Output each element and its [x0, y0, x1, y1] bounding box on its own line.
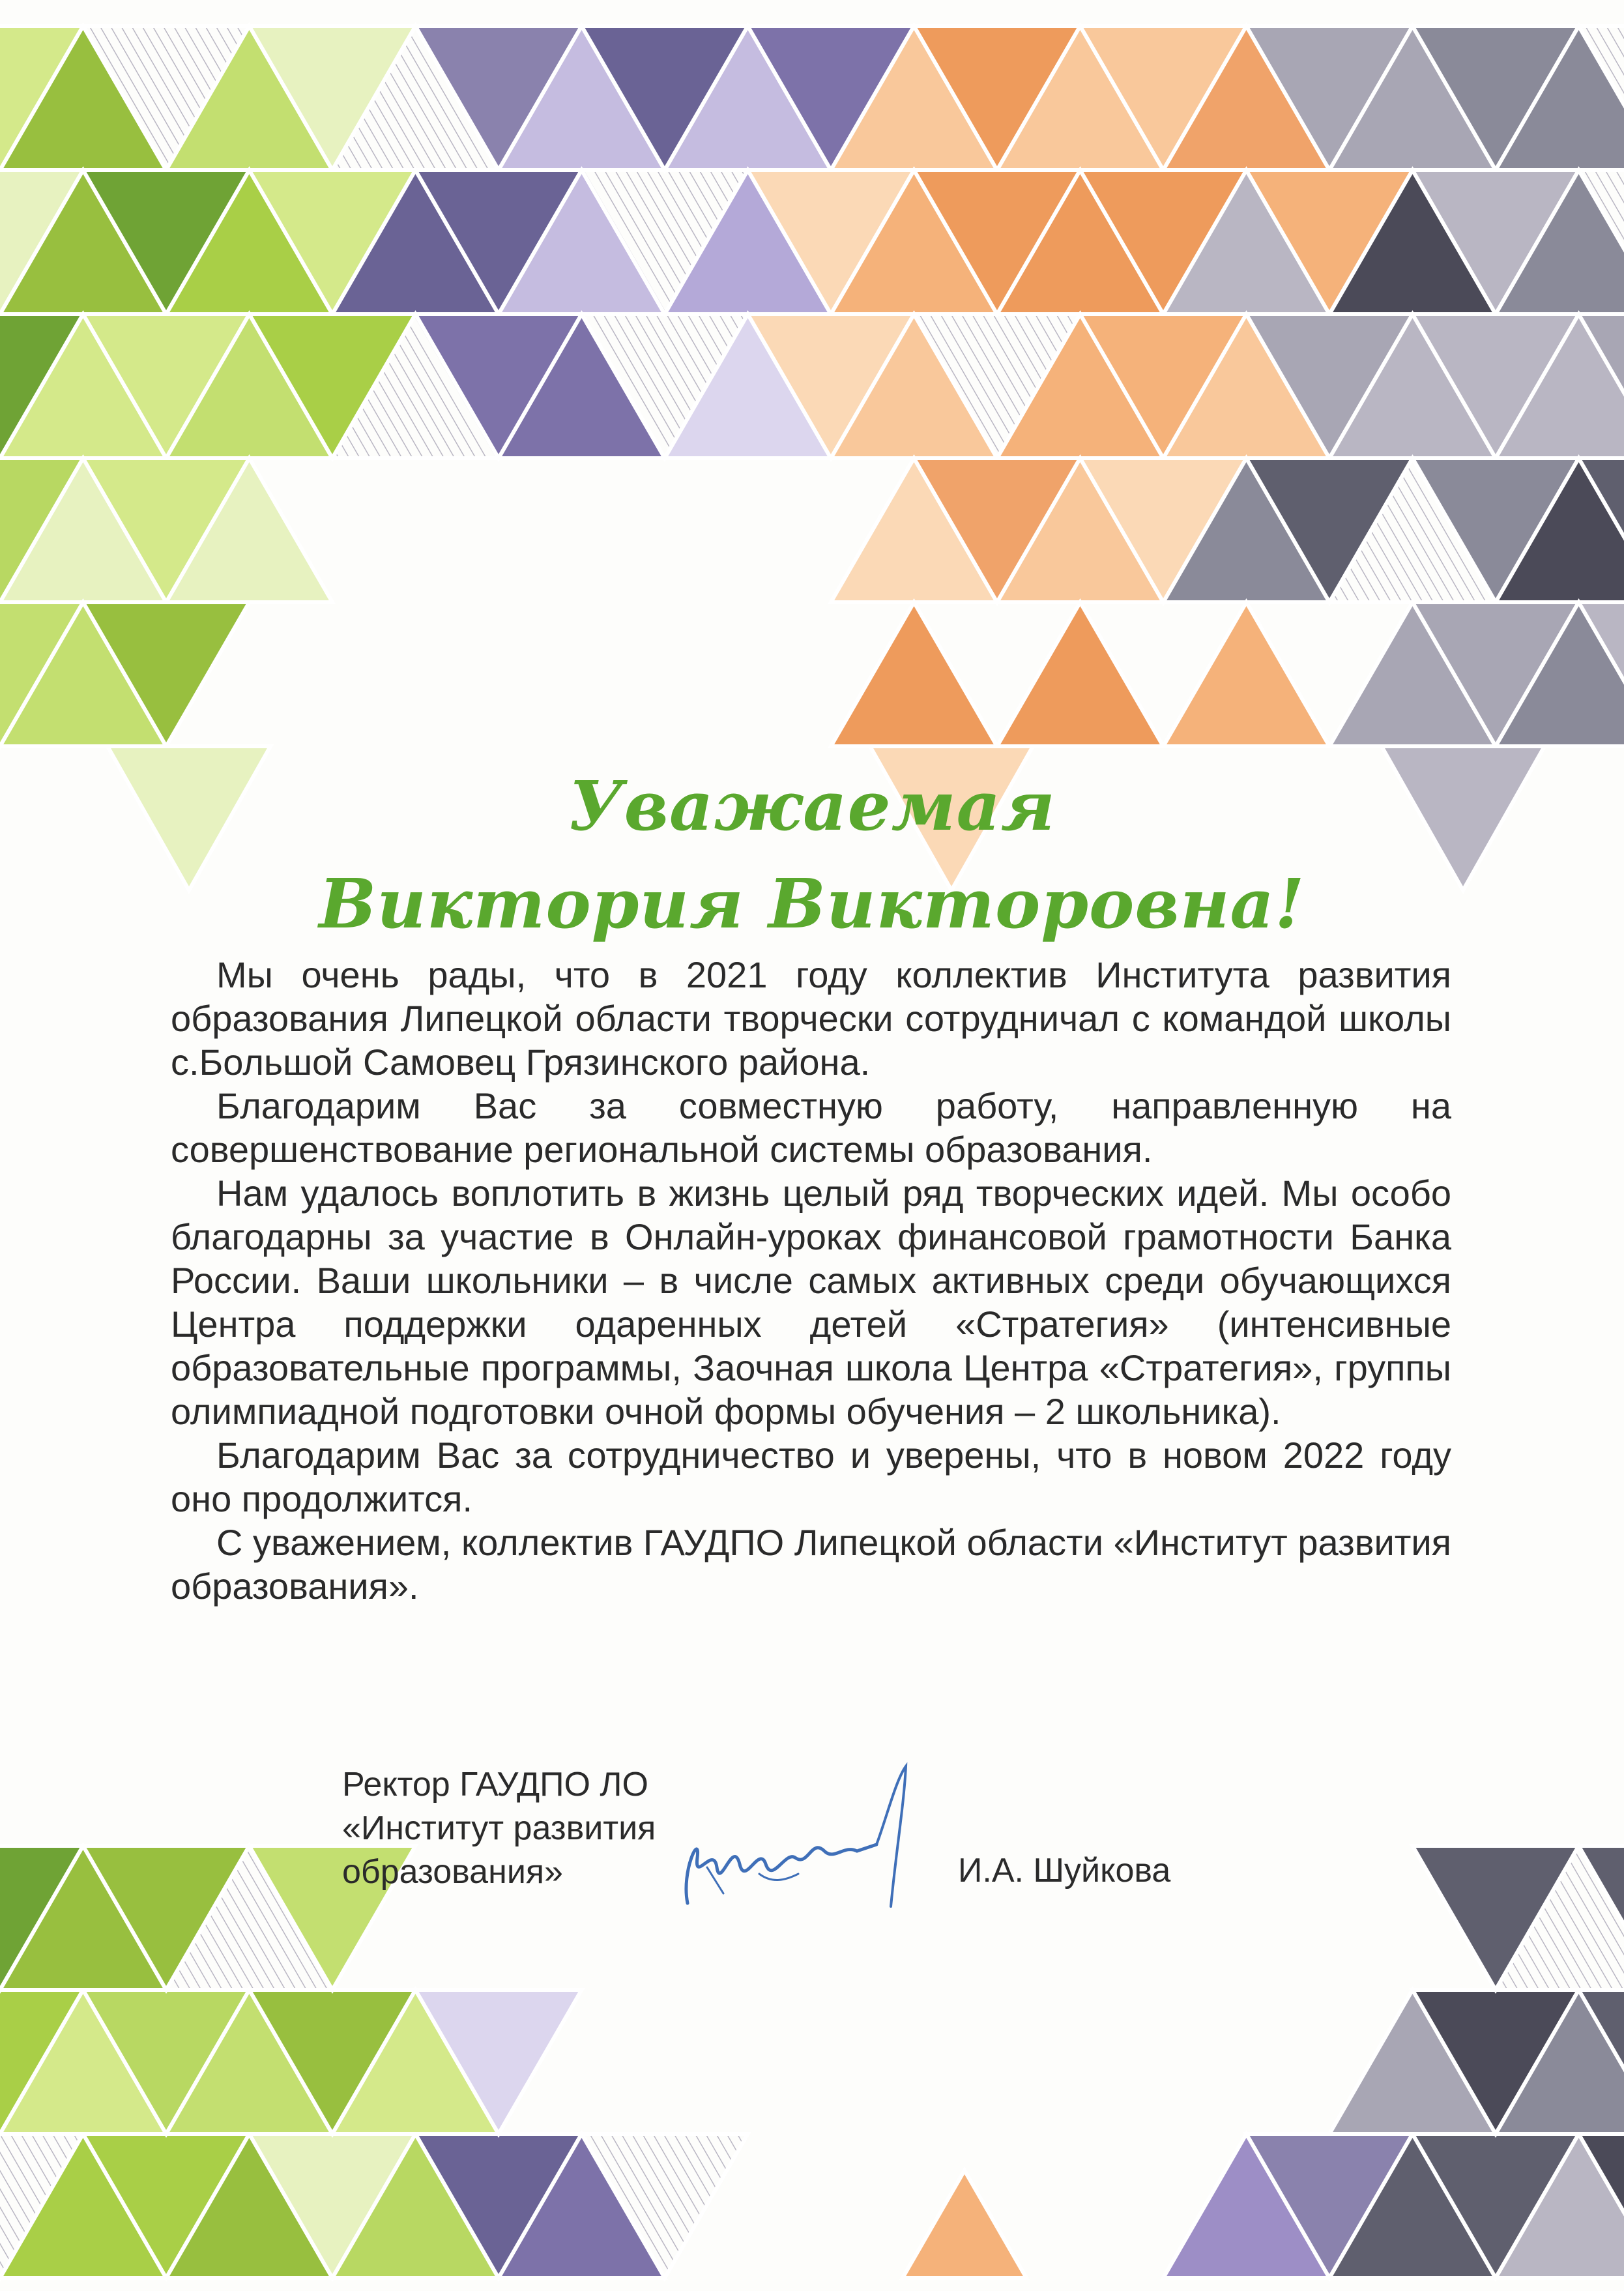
signer-title-line: Ректор ГАУДПО ЛО — [342, 1766, 649, 1803]
greeting-line-1: Уважаемая — [568, 766, 1056, 846]
top-triangle-mosaic — [0, 26, 1624, 890]
handwritten-signature — [661, 1753, 948, 1923]
paragraph: Благодарим Вас за сотрудничество и уверены, что в новом 2022 году оно продолжится. — [171, 1435, 1451, 1519]
decor-triangle — [1163, 602, 1329, 746]
paragraph: Нам удалось воплотить в жизнь целый ряд творческих идей. Мы особо благодарны за участие в Онлайн-уроках финансовой грамотности Банка России. Ваши школьники – в числе самых активных среди обучающихся Центра поддержки одаренных детей «Стратегия» (интенсивные образовательные программы, Заочная школа Центра «Стратегия», группы олимпиадной подготовки очной формы обучения – 2 школьника). — [171, 1173, 1451, 1432]
paragraph: Благодарим Вас за совместную работу, направленную на совершенствование региональной системы образования. — [171, 1085, 1451, 1170]
paragraph: С уважением, коллектив ГАУДПО Липецкой области «Институт развития образования». — [171, 1522, 1451, 1607]
signer-title-line: «Институт развития — [342, 1809, 656, 1847]
signer-title — [342, 1763, 656, 1894]
signer-title-line: образования» — [342, 1853, 563, 1891]
decor-triangle — [903, 2170, 1026, 2278]
letter-body — [171, 953, 1451, 1608]
decor-triangle — [997, 602, 1163, 746]
greeting-line-2: Виктория Викторовна! — [319, 864, 1305, 944]
paragraph: Мы очень рады, что в 2021 году коллектив Института развития образования Липецкой области творчески сотрудничал с командой школы с.Большой Самовец Грязинского района. — [171, 954, 1451, 1083]
decor-triangle — [831, 602, 997, 746]
signer-name: И.А. Шуйкова — [958, 1852, 1171, 1890]
